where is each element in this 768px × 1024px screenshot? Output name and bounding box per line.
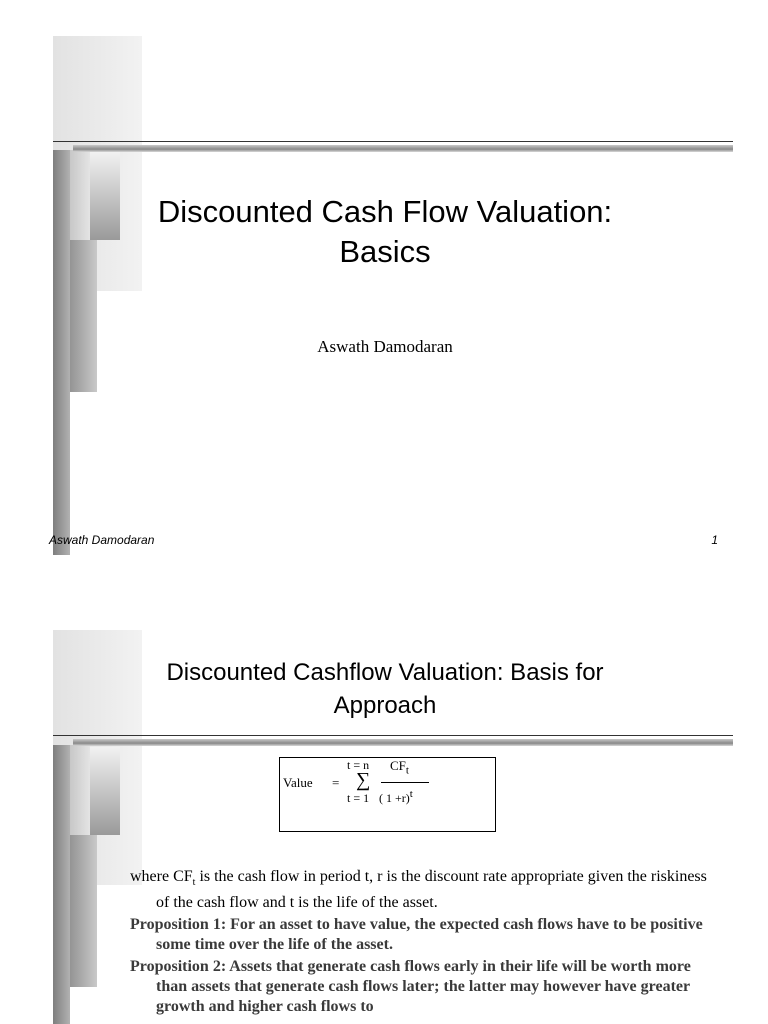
title-line: Discounted Cash Flow Valuation: xyxy=(157,194,613,229)
decor-strip xyxy=(53,745,70,1024)
decor-strip xyxy=(53,150,70,555)
divider-line xyxy=(53,141,733,142)
sigma-icon: ∑ xyxy=(356,769,371,791)
divider-bar xyxy=(73,145,733,152)
where-paragraph: where $CF_t$ is the cash flow in period t, r is the discount rate appropriate given the riskiness of the cash flow and t is the life of the asset. xyxy=(130,868,707,912)
slide-title xyxy=(100,192,670,272)
slide-title xyxy=(110,656,660,722)
divider-bar xyxy=(73,739,733,746)
title-line: Discounted Cashflow Valuation: Basis for xyxy=(166,659,604,686)
formula-lhs: Value xyxy=(283,775,313,790)
formula-upper-limit: t = n xyxy=(347,758,370,772)
decor-strip xyxy=(67,240,97,392)
formula-numerator: $CF_t$ xyxy=(390,758,409,777)
author-name: Aswath Damodaran xyxy=(317,337,453,356)
fraction-bar xyxy=(381,782,429,783)
formula-lower-limit: t = 1 xyxy=(347,791,370,805)
formula-denominator: ( 1 +r)$^t$ xyxy=(379,788,413,805)
slide-body xyxy=(130,867,720,1019)
divider-line xyxy=(53,735,733,736)
slide-2 xyxy=(0,575,768,1024)
footer-author: Aswath Damodaran xyxy=(49,533,155,547)
title-line: Approach xyxy=(333,692,437,719)
formula-equals: = xyxy=(332,775,340,790)
decor-strip xyxy=(67,835,97,987)
page-number: 1 xyxy=(711,533,718,547)
title-line: Basics xyxy=(339,234,431,269)
dcf-formula xyxy=(279,757,496,832)
proposition-2: Proposition 2: Assets that generate cash flows early in their life will be worth more than assets that generate cash flows later; the latter may however have greater growth and higher cash flows to xyxy=(130,958,691,1016)
proposition-1: Proposition 1: For an asset to have value, the expected cash flows have to be positive some time over the life of the asset. xyxy=(130,916,703,954)
